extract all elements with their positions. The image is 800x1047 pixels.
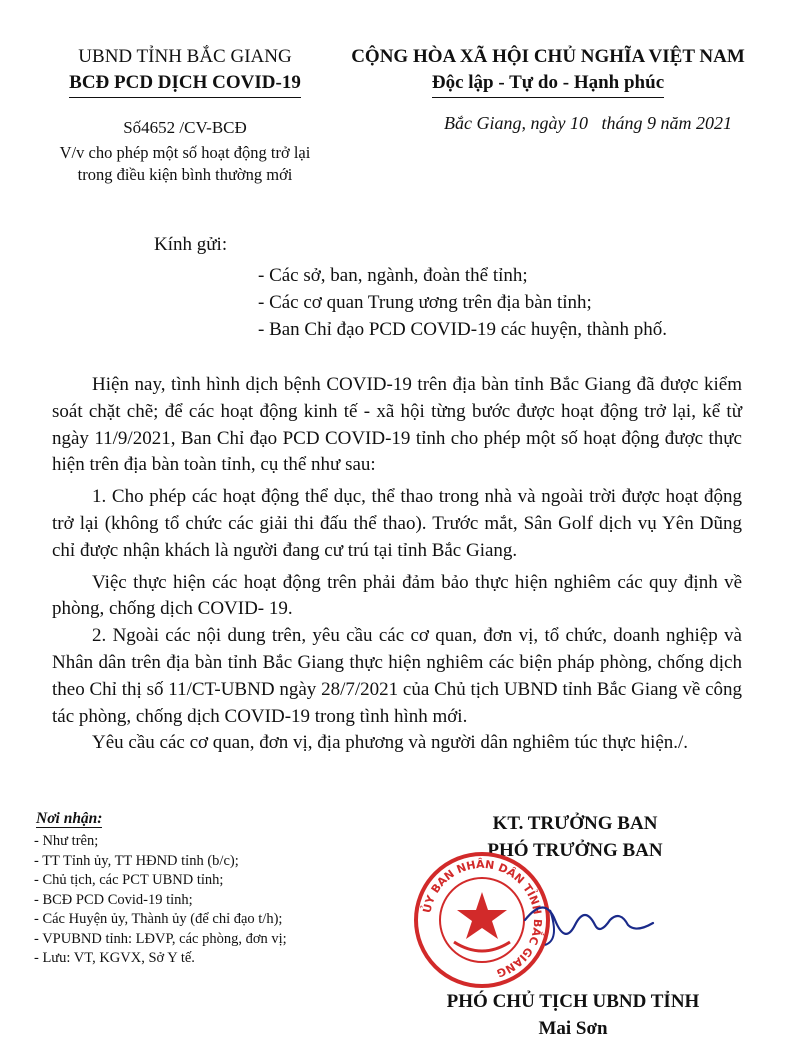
document-date: Bắc Giang, ngày 10 tháng 9 năm 2021 <box>444 113 732 133</box>
national-motto <box>318 70 778 98</box>
receiver-item: - Các Huyện ủy, Thành ủy (để chỉ đạo t/h); <box>34 911 283 927</box>
national-title: CỘNG HÒA XÃ HỘI CHỦ NGHĨA VIỆT NAM <box>351 46 745 67</box>
receiver-item: - VPUBND tỉnh: LĐVP, các phòng, đơn vị; <box>34 930 287 947</box>
document-number: Số4652 /CV-BCĐ <box>123 118 247 137</box>
issuing-agency <box>40 44 330 98</box>
receivers-title <box>36 810 102 828</box>
body-paragraph: 2. Ngoài các nội dung trên, yêu cầu các cơ quan, đơn vị, tổ chức, doanh nghiệp và Nhân dân trên địa bàn tỉnh Bắc Giang thực hiện nghiêm các biện pháp phòng, chống dịch theo Chỉ thị số 11/CT-UBND ngày 28/7/2021 của Chủ tịch UBND tỉnh Bắc Giang về công tác phòng, chống dịch COVID-19 trong tình hình mới. <box>52 625 742 727</box>
receiver-item: - Như trên; <box>34 833 99 849</box>
signer-position: PHÓ CHỦ TỊCH UBND TỈNH <box>446 991 700 1012</box>
signature-title-line-1: KT. TRƯỞNG BAN <box>492 813 658 834</box>
recipient-item: - Các sở, ban, ngành, đoàn thể tỉnh; <box>258 265 528 286</box>
agency-line-2-text: BCĐ PCD DỊCH COVID-19 <box>69 70 301 98</box>
receivers-list <box>34 832 287 969</box>
receiver-item: - Lưu: VT, KGVX, Sở Y tế. <box>34 950 195 966</box>
national-header <box>318 44 778 98</box>
body-paragraph: Việc thực hiện các hoạt động trên phải đảm bảo thực hiện nghiêm các quy định về phòng, chống dịch COVID- 19. <box>52 571 742 620</box>
recipient-list <box>258 262 667 343</box>
recipient-item: - Các cơ quan Trung ương trên địa bàn tỉnh; <box>258 292 592 313</box>
seal-emblem-base <box>454 942 510 951</box>
seal-text: ỦY BAN NHÂN DÂN TỈNH BẮC GIANG <box>420 857 545 980</box>
signature-title-line-2: PHÓ TRƯỞNG BAN <box>487 840 663 861</box>
receivers-title-text: Nơi nhận: <box>36 810 103 827</box>
receiver-item: - TT Tỉnh ủy, TT HĐND tỉnh (b/c); <box>34 852 239 869</box>
seal-star-icon <box>457 892 507 939</box>
receiver-item: - Chủ tịch, các PCT UBND tỉnh; <box>34 872 224 888</box>
subject-line-1: V/v cho phép một số hoạt động trở lại <box>59 143 311 162</box>
document-body <box>52 372 742 757</box>
signer-block <box>398 988 748 1042</box>
body-paragraph: Yêu cầu các cơ quan, đơn vị, địa phương và người dân nghiêm túc thực hiện./. <box>92 732 689 754</box>
receiver-item: - BCĐ PCD Covid-19 tỉnh; <box>34 891 193 908</box>
document-subject <box>30 142 340 186</box>
agency-line-2 <box>40 70 330 98</box>
body-paragraph: 1. Cho phép các hoạt động thể dục, thể thao trong nhà và ngoài trời được hoạt động trở lại (không tổ chức các giải thi đấu thể thao). Trước mắt, Sân Golf dịch vụ Yên Dũng chỉ được nhận khách là người đang cư trú tại tỉnh Bắc Giang. <box>52 486 742 561</box>
body-paragraph: Hiện nay, tình hình dịch bệnh COVID-19 trên địa bàn tỉnh Bắc Giang đã được kiểm soát chặt chẽ; để các hoạt động kinh tế - xã hội từng bước được hoạt động trở lại, kể từ ngày 11/9/2021, Ban Chỉ đạo PCD COVID-19 tỉnh cho phép một số hoạt động được thực hiện trên địa bàn toàn tỉnh, cụ thể như sau: <box>52 374 742 476</box>
recipient-item: - Ban Chỉ đạo PCD COVID-19 các huyện, thành phố. <box>258 319 667 340</box>
signer-name: Mai Sơn <box>538 1018 608 1039</box>
agency-line-1: UBND TỈNH BẮC GIANG <box>78 46 292 67</box>
subject-line-2: trong điều kiện bình thường mới <box>77 165 293 184</box>
greeting: Kính gửi: <box>154 234 228 255</box>
handwritten-signature-icon <box>520 890 660 950</box>
national-motto-text: Độc lập - Tự do - Hạnh phúc <box>432 70 664 98</box>
